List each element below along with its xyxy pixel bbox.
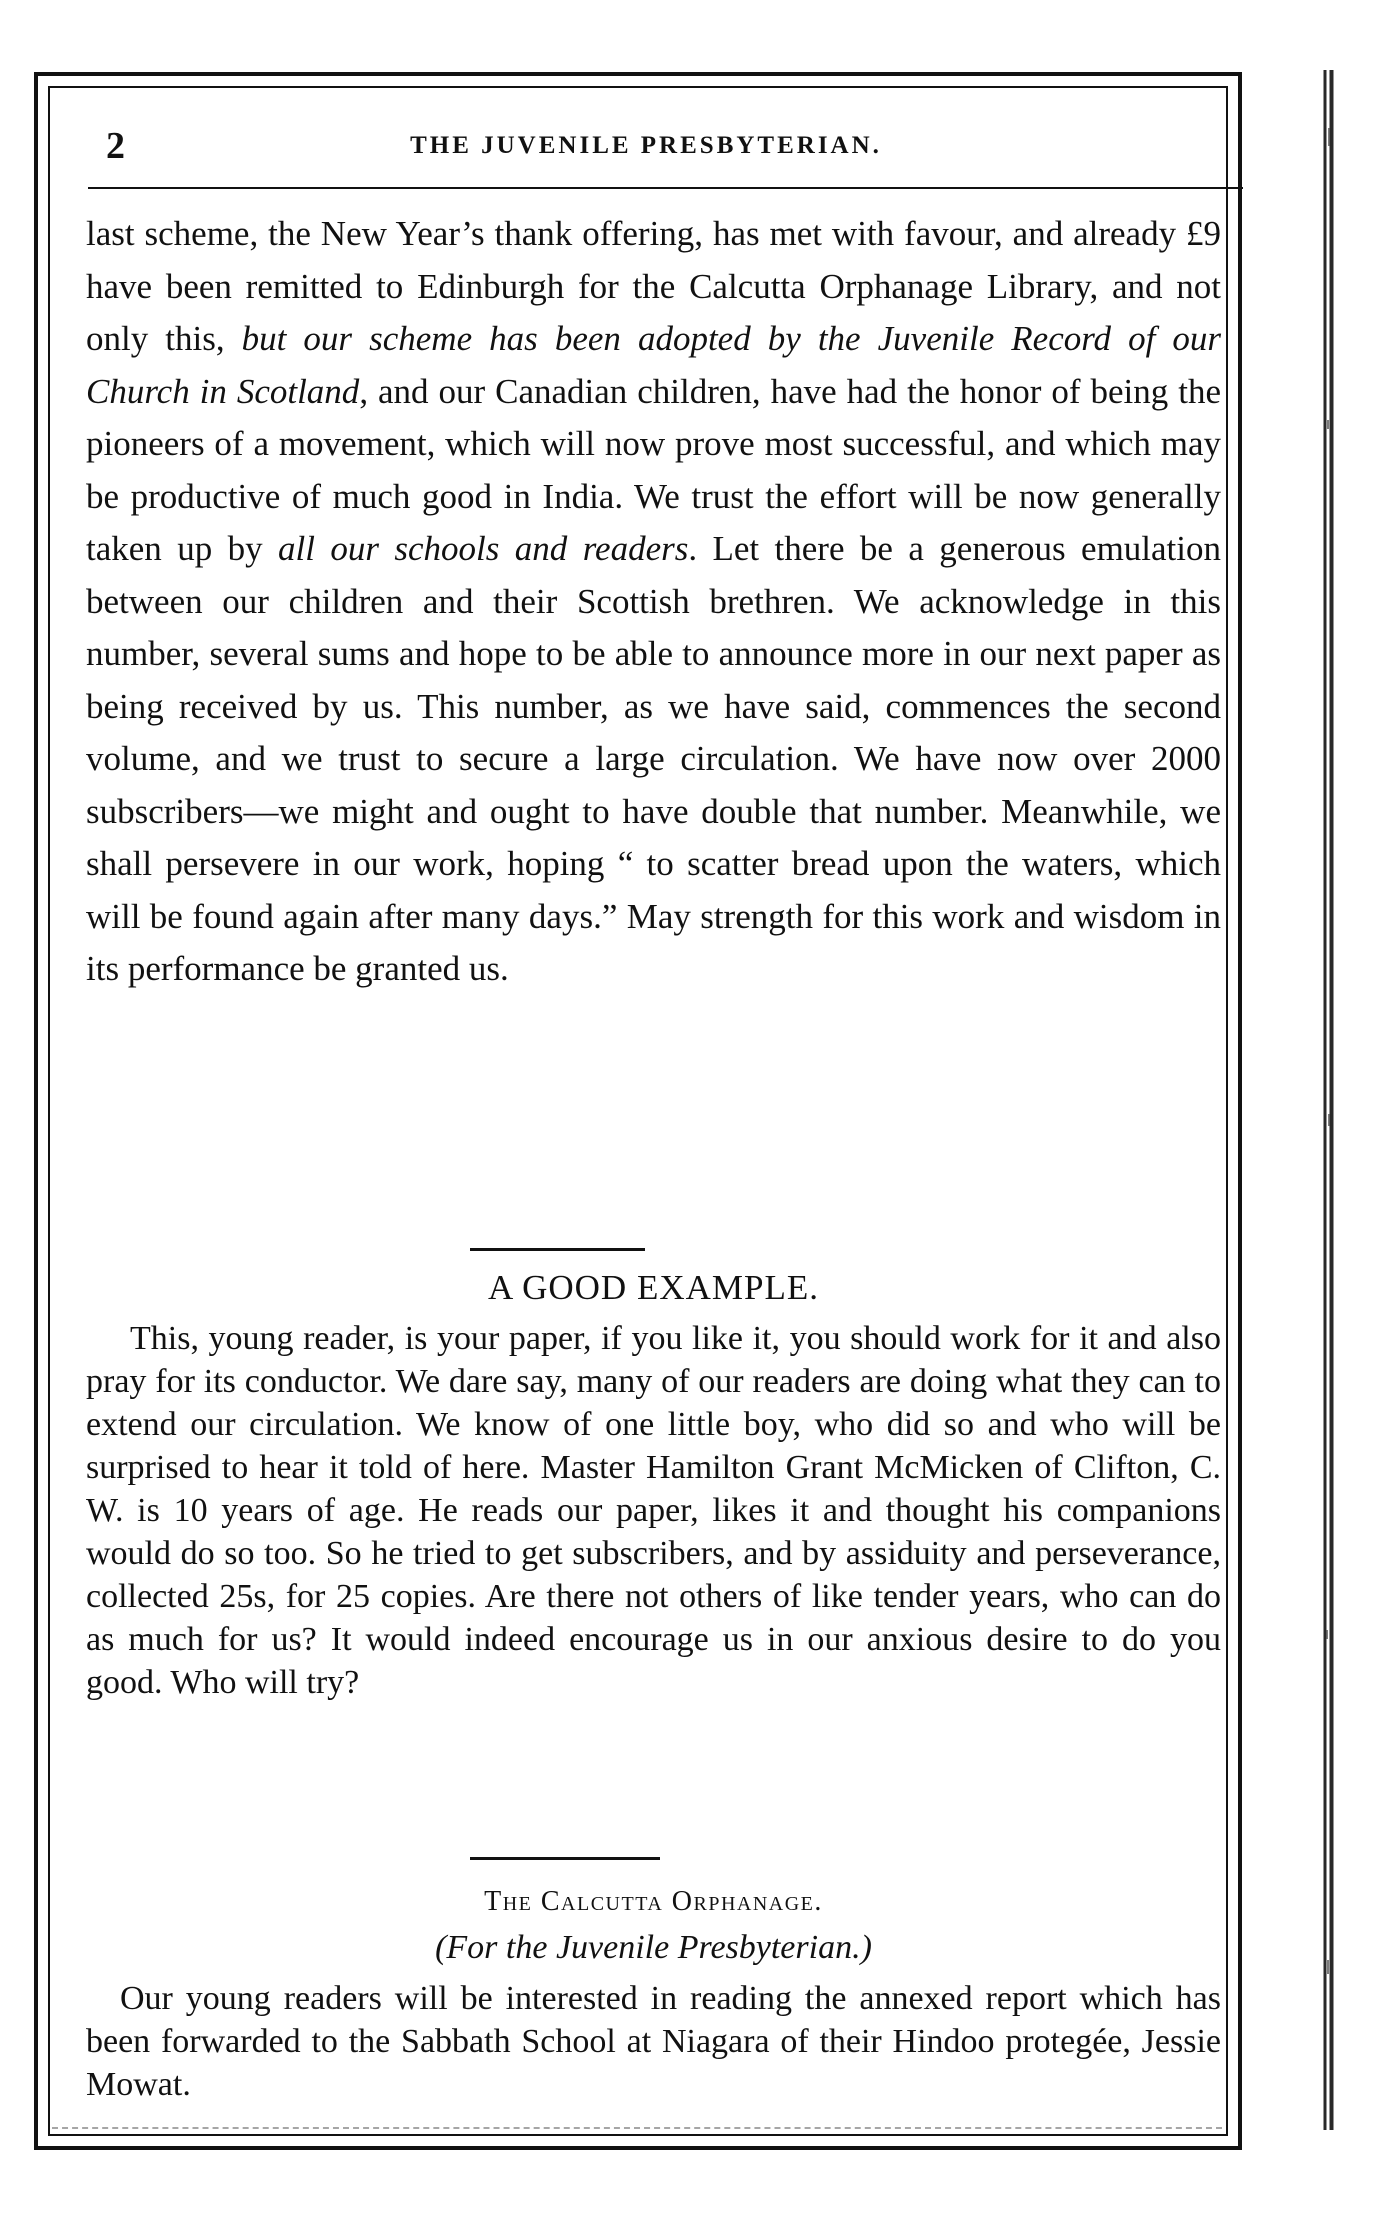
print-speckle <box>1327 420 1329 429</box>
orphanage-subheading: (For the Juvenile Presbyterian.) <box>435 1929 872 1966</box>
article-text: . Let there be a generous emulation between our children and their Scottish brethren. We acknowledge in this number, several sums and hope to be able to announce more in our next paper as being received by us. This number, as we have said, commences the second volume, and we trust to secure a large circulation. We have now over 2000 subscribers—we might and ought to have double that number. Meanwhile, we shall persevere in our work, hoping “ to scatter bread upon the waters, which will be found again after many days.” May strength for this work and wisdom in its performance be granted us. <box>86 529 1221 988</box>
good-example-body: This, young reader, is your paper, if you like it, you should work for it and also pray for its conductor. We dare say, many of our readers are doing what they can to extend our circulation. We know of one little boy, who did so and who will be surprised to hear it told of here. Master Hamilton Grant McMicken of Clifton, C. W. is 10 years of age. He reads our paper, likes it and thought his companions would do so too. So he tried to get subscribers, and by assiduity and perseverance, collected 25s, for 25 copies. Are there not others of like tender years, who can do as much for us? It would indeed encourage us in our anxious desire to do you good. Who will try? <box>86 1320 1221 1701</box>
article-italic-text: but our scheme has been adopted by the Juvenile Record of our Church in Scotland <box>86 319 1222 411</box>
binding-edge <box>1318 70 1336 2130</box>
print-speckle <box>1328 1114 1330 1126</box>
print-speckle <box>1328 128 1330 146</box>
article-text: , and our Canadian children, have had the honor of being the pioneers of a movement, which will now prove most successful, and which may be productive of much good in India. We trust the effort will be now generally taken up by <box>86 371 1221 568</box>
article-italic-text: all our schools and readers <box>278 529 689 568</box>
article-text: last scheme, the New Year’s thank offering, has met with favour, and already £9 have been remitted to Edinburgh for the Calcutta Orphanage Library, and not only this, <box>86 214 1221 358</box>
bottom-rule <box>52 2127 1222 2130</box>
print-speckle <box>1326 1630 1328 1639</box>
print-speckle <box>1327 1960 1329 1974</box>
opening-article <box>86 208 1221 996</box>
section-divider <box>470 1248 645 1251</box>
orphanage-heading: The Calcutta Orphanage. <box>484 1886 823 1917</box>
header-rule <box>88 187 1243 189</box>
section-divider <box>470 1857 660 1860</box>
page-header <box>106 118 1221 174</box>
journal-title: THE JUVENILE PRESBYTERIAN. <box>410 132 882 159</box>
good-example-heading: A GOOD EXAMPLE. <box>488 1268 819 1307</box>
orphanage-body: Our young readers will be interested in reading the annexed report which has been forwarded to the Sabbath School at Niagara of their Hindoo protegée, Jessie Mowat. <box>86 1980 1221 2103</box>
page-number: 2 <box>106 125 125 167</box>
